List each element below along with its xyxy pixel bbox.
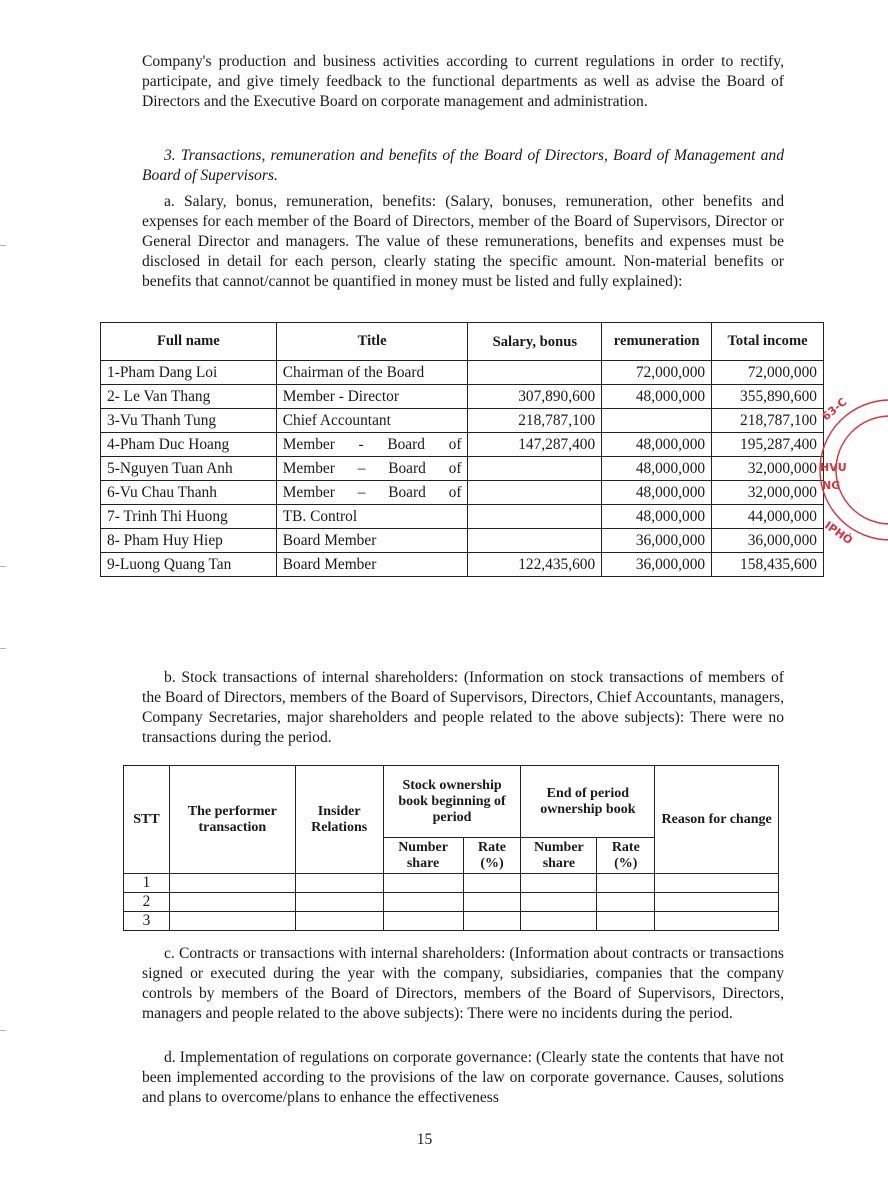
cell-remuneration: 72,000,000 (602, 361, 712, 385)
remuneration-row (101, 433, 824, 457)
cell-empty (597, 874, 655, 893)
cell-name: 9-Luong Quang Tan (101, 553, 277, 577)
cell-title: Chief Accountant (276, 409, 468, 433)
cell-total: 195,287,400 (712, 433, 824, 457)
cell-salary (468, 361, 602, 385)
remuneration-table (100, 322, 824, 577)
cell-total: 158,435,600 (712, 553, 824, 577)
cell-total: 355,890,600 (712, 385, 824, 409)
header-insider-relations: Insider Relations (295, 766, 383, 874)
remuneration-row (101, 457, 824, 481)
remuneration-row (101, 553, 824, 577)
cell-total: 32,000,000 (712, 457, 824, 481)
company-seal-stamp (818, 385, 888, 555)
cell-remuneration: 36,000,000 (602, 529, 712, 553)
cell-empty (463, 874, 521, 893)
cell-name: 7- Trinh Thi Huong (101, 505, 277, 529)
remuneration-row (101, 385, 824, 409)
header-stt: STT (124, 766, 170, 874)
stock-row (124, 893, 779, 912)
cell-empty (169, 912, 295, 931)
remuneration-row (101, 409, 824, 433)
section-c-paragraph: c. Contracts or transactions with internal shareholders: (Information about contracts or transactions signed or executed during the year with the company, subsidiaries, companies that the company controls by members of the Board of Directors, members of the Board of Supervisors, Directors, managers and people related to the above subjects): There were no incidents during the period. (142, 945, 784, 1022)
cell-title: Chairman of the Board (276, 361, 468, 385)
cell-stt: 3 (124, 912, 170, 931)
cell-title: Member – Board of (276, 457, 468, 481)
cell-name: 3-Vu Thanh Tung (101, 409, 277, 433)
intro-paragraph: Company's production and business activities according to current regulations in order to rectify, participate, and give timely feedback to the functional departments as well as advise the Board of Directors and the Executive Board on corporate management and administration. (142, 53, 784, 110)
cell-empty (655, 874, 779, 893)
header-beginning-ownership: Stock ownership book beginning of period (383, 766, 521, 838)
cell-empty (383, 893, 463, 912)
section-b-paragraph: b. Stock transactions of internal shareholders: (Information on stock transactions of members of the Board of Directors, members of the Board of Supervisors, Directors, Chief Accountants, managers, Company Secretaries, major shareholders and people related to the above subjects): There were no transactions during the period. (142, 669, 784, 746)
cell-stt: 2 (124, 893, 170, 912)
cell-remuneration: 36,000,000 (602, 553, 712, 577)
cell-name: 5-Nguyen Tuan Anh (101, 457, 277, 481)
svg-text:HVU: HVU (820, 461, 847, 474)
cell-empty (521, 893, 597, 912)
stock-transactions-table (123, 765, 779, 931)
cell-title: Member - Board of (276, 433, 468, 457)
margin-mark (0, 245, 6, 246)
header-end-number: Number share (521, 838, 597, 874)
header-total-income: Total income (712, 323, 824, 361)
cell-salary: 147,287,400 (468, 433, 602, 457)
stock-row (124, 874, 779, 893)
cell-empty (383, 912, 463, 931)
margin-mark (0, 566, 6, 567)
svg-text:63-C: 63-C (819, 395, 850, 424)
svg-text:NG: NG (822, 479, 841, 492)
cell-empty (295, 874, 383, 893)
cell-name: 6-Vu Chau Thanh (101, 481, 277, 505)
cell-salary: 122,435,600 (468, 553, 602, 577)
cell-remuneration: 48,000,000 (602, 433, 712, 457)
section-3-heading: 3. Transactions, remuneration and benefits of the Board of Directors, Board of Management and Board of Supervisors. (142, 147, 784, 184)
cell-title: Board Member (276, 553, 468, 577)
cell-name: 1-Pham Dang Loi (101, 361, 277, 385)
cell-empty (597, 912, 655, 931)
cell-salary (468, 529, 602, 553)
cell-name: 8- Pham Huy Hiep (101, 529, 277, 553)
cell-title: Member - Director (276, 385, 468, 409)
cell-total: 44,000,000 (712, 505, 824, 529)
header-performer: The performer transaction (169, 766, 295, 874)
remuneration-header-row (101, 323, 824, 361)
cell-empty (295, 893, 383, 912)
svg-text:IPHÒ: IPHÒ (822, 518, 855, 548)
cell-salary: 218,787,100 (468, 409, 602, 433)
header-remuneration: remuneration (602, 323, 712, 361)
cell-name: 2- Le Van Thang (101, 385, 277, 409)
cell-empty (463, 912, 521, 931)
margin-mark (0, 1030, 6, 1031)
stock-row (124, 912, 779, 931)
cell-empty (295, 912, 383, 931)
cell-empty (463, 893, 521, 912)
cell-title: Board Member (276, 529, 468, 553)
margin-mark (0, 648, 6, 649)
cell-empty (169, 893, 295, 912)
cell-empty (169, 874, 295, 893)
cell-empty (521, 912, 597, 931)
cell-empty (383, 874, 463, 893)
header-title: Title (276, 323, 468, 361)
cell-empty (655, 893, 779, 912)
cell-empty (597, 893, 655, 912)
cell-salary (468, 505, 602, 529)
remuneration-row (101, 505, 824, 529)
header-end-ownership: End of period ownership book (521, 766, 655, 838)
cell-remuneration: 48,000,000 (602, 385, 712, 409)
header-salary-bonus: Salary, bonus (468, 323, 602, 361)
cell-empty (655, 912, 779, 931)
section-d-paragraph: d. Implementation of regulations on corporate governance: (Clearly state the contents that have not been implemented according to the provisions of the law on corporate governance. Causes, solutions and plans to overcome/plans to enhance the effectiveness (142, 1049, 784, 1106)
cell-remuneration: 48,000,000 (602, 481, 712, 505)
cell-empty (521, 874, 597, 893)
cell-name: 4-Pham Duc Hoang (101, 433, 277, 457)
page-number: 15 (416, 1131, 433, 1148)
header-reason: Reason for change (655, 766, 779, 874)
cell-remuneration: 48,000,000 (602, 505, 712, 529)
header-end-rate: Rate (%) (597, 838, 655, 874)
cell-title: Member – Board of (276, 481, 468, 505)
cell-salary (468, 457, 602, 481)
cell-stt: 1 (124, 874, 170, 893)
section-a-paragraph: a. Salary, bonus, remuneration, benefits: (Salary, bonuses, remuneration, other benefits and expenses for each member of the Board of Directors, member of the Board of Supervisors, Director or General Director and managers. The value of these remunerations, benefits and expenses must be disclosed in detail for each person, clearly stating the specific amount. Non-material benefits or benefits that cannot/cannot be quantified in money must be listed and fully explained): (142, 193, 784, 290)
cell-remuneration: 48,000,000 (602, 457, 712, 481)
cell-title: TB. Control (276, 505, 468, 529)
remuneration-row (101, 529, 824, 553)
remuneration-row (101, 481, 824, 505)
cell-salary: 307,890,600 (468, 385, 602, 409)
cell-remuneration (602, 409, 712, 433)
header-full-name: Full name (101, 323, 277, 361)
cell-total: 36,000,000 (712, 529, 824, 553)
stock-header-row-1 (124, 766, 779, 838)
cell-total: 72,000,000 (712, 361, 824, 385)
header-begin-rate: Rate (%) (463, 838, 521, 874)
header-begin-number: Number share (383, 838, 463, 874)
remuneration-row (101, 361, 824, 385)
cell-total: 32,000,000 (712, 481, 824, 505)
cell-salary (468, 481, 602, 505)
cell-total: 218,787,100 (712, 409, 824, 433)
